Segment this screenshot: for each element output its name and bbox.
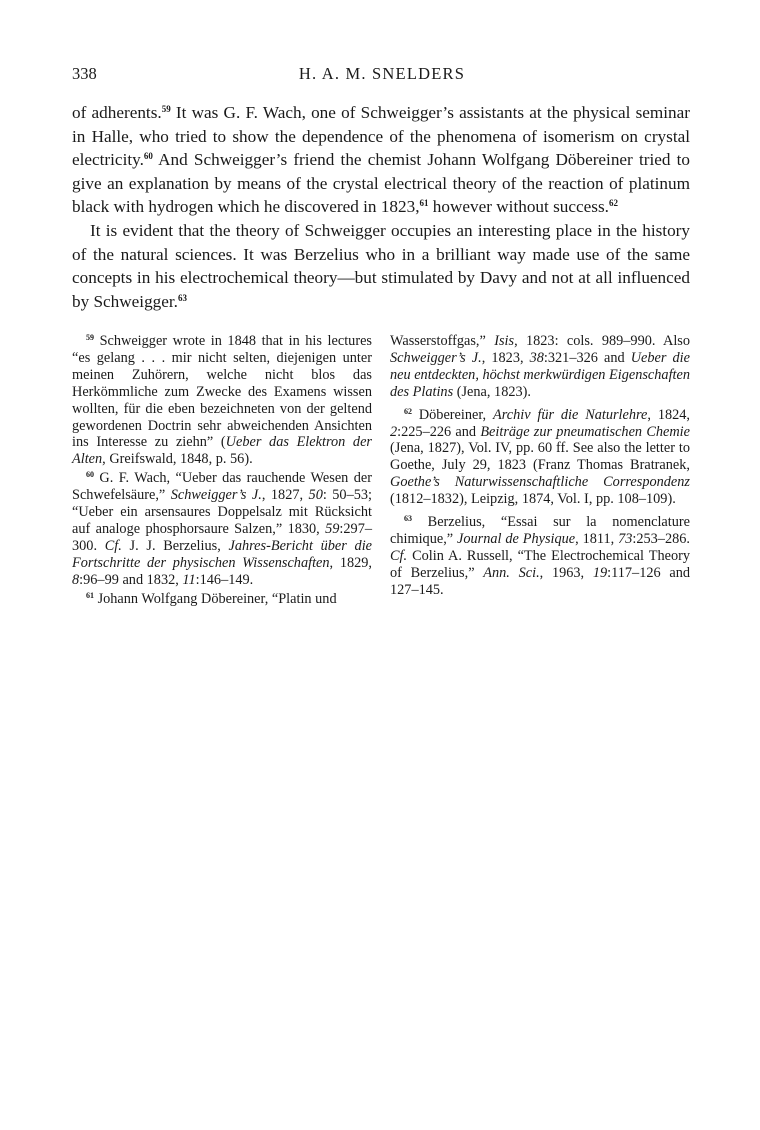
footnote-italic: 73 [618,530,633,547]
footnote-text: : 50–53; “Ueber ein arsensaures Doppelsalz mit Rücksicht auf analoge phosphorsaure Salzen,” 1830, [72,487,372,537]
footnote-italic: 59 [325,520,340,537]
footnote-number: 63 [404,514,412,524]
footnote-italic: Beiträge zur pneumatischen Chemie [480,423,690,440]
footnote-text: (Jena, 1823). [453,383,531,400]
page-header [72,64,692,86]
footnote-text: :321–326 and [543,349,631,366]
footnote-ref: 60 [143,151,153,162]
footnote-text: , 1811, [575,530,619,547]
footnote-text: (Jena, 1827), Vol. IV, pp. 60 ff. See also the letter to Goethe, July 29, 1823 (Franz Thomas Bratranek, [390,440,690,474]
footnote-text: , 1827, [261,487,309,504]
footnote-italic: Jahres-Bericht über die Fortschritte der physischen Wissenschaften [72,537,373,571]
footnote-text: Johann Wolfgang Döbereiner, “Platin und [94,590,337,607]
footnote-italic: 38 [529,349,544,366]
footnote-62 [390,407,690,508]
footnote-text: , 1824, [647,406,690,423]
footnote-text: , 1823, [481,349,530,366]
footnote-italic: 11 [182,571,196,588]
footnote-text: Colin A. Russell, “The Electrochemical Theory of Berzelius,” [390,547,690,581]
footnote-text: , 1823: cols. 989–990. Also [514,333,691,349]
footnote-number: 59 [86,333,94,342]
footnote-italic: Ueber die neu entdeckten, höchst merkwürdigen Eigenschaften des Platins [390,349,691,400]
footnote-italic: Cf. [390,547,408,564]
footnote-text: :297–300. [72,520,372,554]
footnote-text: :96–99 and 1832, [79,571,183,588]
footnote-text: (1812–1832), Leipzig, 1874, Vol. I, pp. 108–109). [390,491,676,508]
footnote-italic: Ueber das Elektron der Alten [72,434,372,468]
footnote-italic: Journal de Physique [457,530,576,547]
footnote-italic: Schweigger’s J. [390,349,482,366]
footnote-italic: Goethe’s Naturwissenschaftliche Correspondenz [390,474,690,491]
page-number: 338 [72,64,97,83]
footnote-63 [390,514,690,599]
body-text-run: It was G. F. Wach, one of Schweigger’s assistants at the physical seminar in Halle, who tried to show the dependence of the phenomena of isomerism on crystal electricity. [72,103,690,170]
footnote-italic: 50 [308,487,323,504]
footnote-ref: 59 [161,104,171,114]
footnote-61-continued [390,333,690,401]
footnote-italic: Archiv für die Naturlehre [492,406,648,423]
running-head: H. A. M. SNELDERS [298,64,466,83]
footnote-text: , 1829, [329,554,372,571]
footnote-italic: Ann. Sci. [483,564,540,581]
footnote-59 [72,333,372,468]
footnote-number: 61 [86,590,94,600]
body-text-run: however without success. [428,197,609,217]
footnote-italic: 8 [72,571,80,588]
body-text-run: of adherents. [72,103,162,122]
footnote-ref: 61 [419,198,429,209]
footnote-text: , Greifswald, 1848, p. 56). [102,451,253,468]
footnote-60 [72,470,372,588]
footnote-text: , 1963, [539,564,593,581]
footnote-text: :225–226 and [397,423,481,440]
body-paragraph [72,219,690,313]
footnote-text: G. F. Wach, “Ueber das rauchende Wesen der Schwefelsäure,” [72,470,372,504]
footnote-italic: Cf. [104,537,122,554]
footnote-italic: Schweigger’s J. [170,487,262,504]
footnotes-column-left [72,333,372,610]
footnote-text: Wasserstoffgas,” [390,333,495,349]
footnote-text: :117–126 and 127–145. [390,564,691,598]
footnotes-column-right [390,333,690,601]
body-text-run: And Schweigger’s friend the chemist Johann Wolfgang Döbereiner tried to give an explanation by means of the crystal electrical theory of the reaction of platinum black with hydrogen which he discovered in 1823, [72,150,690,217]
footnote-text: Döbereiner, [412,406,493,423]
footnote-text: Berzelius, “Essai sur la nomenclature chimique,” [390,514,690,547]
footnote-61 [72,591,372,608]
footnote-ref: 62 [608,198,618,209]
footnote-text: J. J. Berzelius, [121,537,229,554]
body-text-run: It is evident that the theory of Schweigger occupies an interesting place in the history of the natural sciences. It was Berzelius who in a brilliant way made use of the same concepts in his electrochemical theory—but stimulated by Davy and not at all influenced by Schweigger. [72,220,690,311]
body-text [72,101,690,313]
footnote-ref: 63 [177,292,187,303]
footnote-italic: 2 [390,423,398,440]
footnote-text: :253–286. [632,530,690,547]
footnote-number: 62 [404,406,412,416]
footnote-italic: Isis [494,333,515,349]
footnote-text: Schweigger wrote in 1848 that in his lectures “es gelang . . . mir nicht selten, diejenigen unter meinen Zuhörern, welche nicht blos das Herkömmliche zum Zwecke des Examens wissen wollten, für die eben bezeichneten von der geltend gewordenen Doctrin sehr abweichenden Ansichten ins Interesse zu ziehn” ( [72,333,372,451]
footnote-number: 60 [86,470,94,480]
footnote-text: :146–149. [195,571,254,588]
body-paragraph [72,101,690,219]
footnote-italic: 19 [592,564,608,581]
